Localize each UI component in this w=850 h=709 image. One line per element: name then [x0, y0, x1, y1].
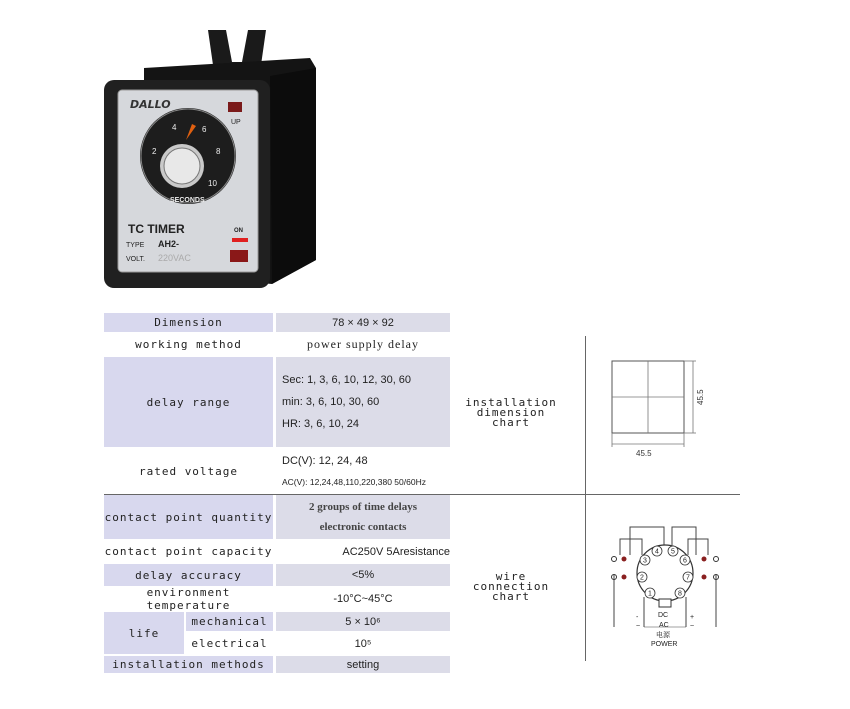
- dimension-label: Dimension: [104, 313, 273, 332]
- delay-accuracy-label: delay accuracy: [104, 564, 273, 586]
- timer-product-photo: [100, 28, 330, 290]
- ac-tilde-right: ~: [690, 623, 695, 630]
- installation-methods-value: setting: [276, 656, 450, 673]
- pin-2: 2: [640, 574, 644, 582]
- working-method-label: working method: [104, 334, 273, 355]
- life-mechanical-value: 5 × 10⁶: [276, 612, 450, 631]
- rated-voltage-ac: AC(V): 12,24,48,110,220,380 50/60Hz: [282, 477, 426, 487]
- rated-voltage-label: rated voltage: [104, 449, 273, 493]
- contact-quantity-line2: electronic contacts: [319, 521, 407, 533]
- installation-chart-label: [455, 398, 567, 428]
- delay-range-label: delay range: [104, 357, 273, 447]
- delay-range-sec: Sec: 1, 3, 6, 10, 12, 30, 60: [282, 374, 412, 386]
- on-label: ON: [234, 228, 243, 234]
- dc-label: DC: [658, 612, 669, 619]
- dimension-value: 78 × 49 × 92: [276, 313, 450, 332]
- delay-accuracy-value: <5%: [276, 564, 450, 586]
- svg-text:6: 6: [202, 125, 207, 134]
- up-label: UP: [231, 119, 241, 126]
- ac-label: AC: [659, 622, 669, 629]
- contact-capacity-value: AC250V 5Aresistance: [276, 541, 450, 562]
- installation-chart-label-line1: installation: [465, 396, 557, 409]
- pin-8: 8: [678, 590, 682, 598]
- contact-quantity-value: [276, 495, 450, 539]
- pin-7: 7: [686, 574, 690, 582]
- dc-minus: -: [636, 614, 639, 621]
- type-value: AH2-: [158, 239, 180, 249]
- pin-3: 3: [643, 557, 647, 565]
- pin-4: 4: [655, 548, 659, 556]
- rated-voltage-value: [276, 449, 450, 493]
- brand-logo: DALLO: [130, 98, 171, 111]
- table-divider-top: [104, 494, 740, 495]
- contact-quantity-label: contact point quantity: [104, 495, 273, 539]
- delay-range-min: min: 3, 6, 10, 30, 60: [282, 396, 380, 408]
- contact-quantity-line1: 2 groups of time delays: [309, 501, 417, 513]
- wire-chart-label-line1: wire connection: [472, 570, 550, 593]
- power-cn-label: 电源: [656, 632, 670, 639]
- wire-chart-label-line2: chart: [491, 590, 531, 603]
- wire-chart-label: [455, 572, 567, 602]
- pin-5: 5: [671, 548, 675, 556]
- delay-range-value: [276, 357, 450, 447]
- volt-label: VOLT.: [126, 256, 145, 263]
- working-method-value: power supply delay: [276, 334, 450, 355]
- wire-connection-chart: [600, 515, 730, 650]
- installation-chart-label-line2: dimension chart: [476, 406, 546, 429]
- svg-text:8: 8: [216, 147, 221, 156]
- table-divider-vertical: [585, 336, 586, 661]
- svg-text:10: 10: [208, 179, 217, 188]
- contact-capacity-label: contact point capacity: [104, 541, 273, 562]
- pin-6: 6: [683, 557, 687, 565]
- dc-plus: +: [690, 614, 695, 621]
- pin-1: 1: [648, 590, 652, 598]
- life-mechanical-label: mechanical: [186, 612, 273, 631]
- volt-value: 220VAC: [158, 253, 191, 263]
- product-name: TC TIMER: [128, 222, 185, 236]
- svg-text:4: 4: [172, 123, 177, 132]
- life-electrical-value: 10⁵: [276, 633, 450, 654]
- height-dimension: 45.5: [696, 389, 705, 405]
- rated-voltage-dc: DC(V): 12, 24, 48: [282, 455, 368, 467]
- environment-temperature-value: -10°C~45°C: [276, 588, 450, 610]
- width-dimension: 45.5: [636, 449, 652, 458]
- life-label: life: [104, 612, 184, 654]
- dial-unit-label: SECONDS: [170, 197, 205, 204]
- svg-text:2: 2: [152, 147, 157, 156]
- environment-temperature-label: environment temperature: [104, 588, 273, 610]
- power-label: POWER: [651, 641, 678, 648]
- installation-methods-label: installation methods: [104, 656, 273, 673]
- installation-dimension-chart: [600, 355, 710, 465]
- type-label: TYPE: [126, 242, 145, 249]
- delay-range-hr: HR: 3, 6, 10, 24: [282, 418, 360, 430]
- life-electrical-label: electrical: [186, 633, 273, 654]
- ac-tilde-left: ~: [636, 623, 641, 630]
